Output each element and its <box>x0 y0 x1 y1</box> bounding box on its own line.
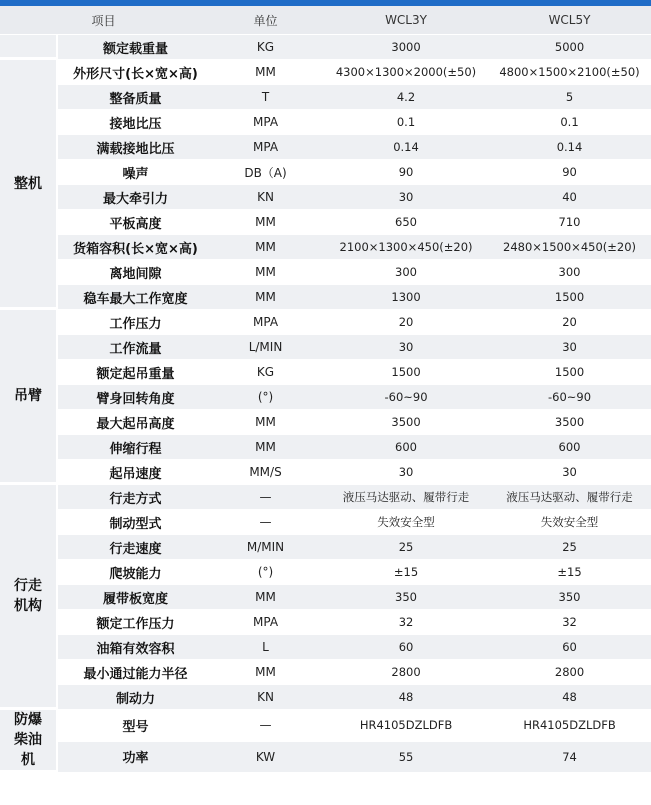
unit-cell: MPA <box>207 610 324 635</box>
wcl3y-value: 20 <box>324 310 488 335</box>
header-wcl5y: WCL5Y <box>488 6 651 35</box>
item-cell: 制动型式 <box>58 510 207 535</box>
table-row <box>0 135 651 160</box>
wcl5y-value: 74 <box>488 742 651 774</box>
wcl3y-value: 3000 <box>324 35 488 60</box>
header-unit: 单位 <box>207 6 324 35</box>
unit-cell: MPA <box>207 135 324 160</box>
table-row <box>0 85 651 110</box>
unit-cell: MM <box>207 235 324 260</box>
wcl3y-value: 0.14 <box>324 135 488 160</box>
group-label-text: 吊臂 <box>14 388 42 404</box>
wcl3y-value: -60~90 <box>324 385 488 410</box>
wcl3y-value: 30 <box>324 185 488 210</box>
table-row <box>0 335 651 360</box>
table-row <box>0 385 651 410</box>
group-label-text: 行走机构 <box>14 578 42 614</box>
item-cell: 臂身回转角度 <box>58 385 207 410</box>
wcl5y-value: 710 <box>488 210 651 235</box>
unit-cell: KG <box>207 360 324 385</box>
wcl3y-value: 1500 <box>324 360 488 385</box>
wcl5y-value: ±15 <box>488 560 651 585</box>
wcl5y-value: 1500 <box>488 285 651 310</box>
table-row <box>0 110 651 135</box>
item-cell: 伸缩行程 <box>58 435 207 460</box>
group-label-text: 整机 <box>14 175 42 192</box>
table-row <box>0 610 651 635</box>
table-row <box>0 160 651 185</box>
table-row <box>0 410 651 435</box>
wcl3y-value: 600 <box>324 435 488 460</box>
table-row <box>0 60 651 85</box>
wcl3y-value: 4.2 <box>324 85 488 110</box>
unit-cell: — <box>207 485 324 510</box>
wcl5y-value: 20 <box>488 310 651 335</box>
unit-cell: MPA <box>207 110 324 135</box>
table-row <box>0 210 651 235</box>
item-cell: 爬坡能力 <box>58 560 207 585</box>
wcl3y-value: 30 <box>324 460 488 485</box>
wcl3y-value: 失效安全型 <box>324 510 488 535</box>
wcl5y-value: 30 <box>488 335 651 360</box>
item-cell: 工作压力 <box>58 310 207 335</box>
wcl3y-value: ±15 <box>324 560 488 585</box>
item-cell: 履带板宽度 <box>58 585 207 610</box>
wcl3y-value: 60 <box>324 635 488 660</box>
wcl3y-value: 300 <box>324 260 488 285</box>
item-cell: 离地间隙 <box>58 260 207 285</box>
wcl5y-value: 40 <box>488 185 651 210</box>
unit-cell: MM <box>207 435 324 460</box>
wcl3y-value: 2100×1300×450(±20) <box>324 235 488 260</box>
item-cell: 稳车最大工作宽度 <box>58 285 207 310</box>
wcl5y-value: 600 <box>488 435 651 460</box>
item-cell: 额定载重量 <box>58 35 207 60</box>
wcl5y-value: HR4105DZLDFB <box>488 710 651 742</box>
wcl3y-value: 液压马达驱动、履带行走 <box>324 485 488 510</box>
wcl5y-value: 25 <box>488 535 651 560</box>
wcl5y-value: 3500 <box>488 410 651 435</box>
wcl3y-value: 650 <box>324 210 488 235</box>
table-row <box>0 360 651 385</box>
wcl3y-value: 4300×1300×2000(±50) <box>324 60 488 85</box>
wcl5y-value: 5 <box>488 85 651 110</box>
wcl5y-value: 60 <box>488 635 651 660</box>
unit-cell: MM <box>207 660 324 685</box>
wcl5y-value: 液压马达驱动、履带行走 <box>488 485 651 510</box>
unit-cell: KW <box>207 742 324 774</box>
item-cell: 满载接地比压 <box>58 135 207 160</box>
item-cell: 噪声 <box>58 160 207 185</box>
wcl5y-value: 失效安全型 <box>488 510 651 535</box>
item-cell: 行走方式 <box>58 485 207 510</box>
wcl5y-value: 2480×1500×450(±20) <box>488 235 651 260</box>
wcl3y-value: HR4105DZLDFB <box>324 710 488 742</box>
table-row <box>0 460 651 485</box>
wcl5y-value: 0.1 <box>488 110 651 135</box>
wcl5y-value: -60~90 <box>488 385 651 410</box>
item-cell: 工作流量 <box>58 335 207 360</box>
group-label <box>0 485 58 710</box>
item-cell: 外形尺寸(长×宽×高) <box>58 60 207 85</box>
wcl5y-value: 30 <box>488 460 651 485</box>
unit-cell: — <box>207 710 324 742</box>
item-cell: 货箱容积(长×宽×高) <box>58 235 207 260</box>
unit-cell: KN <box>207 685 324 710</box>
table-row <box>0 685 651 710</box>
table-row <box>0 260 651 285</box>
header-wcl3y: WCL3Y <box>324 6 488 35</box>
wcl3y-value: 0.1 <box>324 110 488 135</box>
item-cell: 最大牵引力 <box>58 185 207 210</box>
unit-cell: (°) <box>207 385 324 410</box>
group-label <box>0 60 58 310</box>
wcl5y-value: 0.14 <box>488 135 651 160</box>
item-cell: 功率 <box>58 742 207 774</box>
unit-cell: DB（A) <box>207 160 324 185</box>
unit-cell: MPA <box>207 310 324 335</box>
unit-cell: L <box>207 635 324 660</box>
unit-cell: T <box>207 85 324 110</box>
wcl5y-value: 4800×1500×2100(±50) <box>488 60 651 85</box>
unit-cell: MM <box>207 585 324 610</box>
group-label <box>0 35 58 60</box>
table-row <box>0 35 651 60</box>
table-row <box>0 635 651 660</box>
table-row <box>0 235 651 260</box>
table-row <box>0 435 651 460</box>
item-cell: 起吊速度 <box>58 460 207 485</box>
item-cell: 平板高度 <box>58 210 207 235</box>
wcl5y-value: 32 <box>488 610 651 635</box>
item-cell: 额定起吊重量 <box>58 360 207 385</box>
table-row <box>0 660 651 685</box>
item-cell: 最大起吊高度 <box>58 410 207 435</box>
item-cell: 油箱有效容积 <box>58 635 207 660</box>
wcl3y-value: 350 <box>324 585 488 610</box>
group-label-text: 防爆柴油机 <box>14 712 42 768</box>
wcl3y-value: 48 <box>324 685 488 710</box>
wcl5y-value: 300 <box>488 260 651 285</box>
table-row <box>0 585 651 610</box>
wcl3y-value: 1300 <box>324 285 488 310</box>
wcl3y-value: 3500 <box>324 410 488 435</box>
unit-cell: KG <box>207 35 324 60</box>
unit-cell: (°) <box>207 560 324 585</box>
group-label <box>0 310 58 485</box>
spec-table-body <box>0 35 651 773</box>
unit-cell: MM <box>207 210 324 235</box>
wcl3y-value: 2800 <box>324 660 488 685</box>
table-row <box>0 560 651 585</box>
wcl5y-value: 90 <box>488 160 651 185</box>
wcl5y-value: 1500 <box>488 360 651 385</box>
unit-cell: L/MIN <box>207 335 324 360</box>
item-cell: 接地比压 <box>58 110 207 135</box>
table-row <box>0 310 651 335</box>
group-label <box>0 710 58 773</box>
item-cell: 型号 <box>58 710 207 742</box>
table-row <box>0 510 651 535</box>
unit-cell: M/MIN <box>207 535 324 560</box>
header-item: 项目 <box>0 6 207 35</box>
table-row <box>0 185 651 210</box>
unit-cell: KN <box>207 185 324 210</box>
table-row <box>0 535 651 560</box>
wcl3y-value: 90 <box>324 160 488 185</box>
item-cell: 额定工作压力 <box>58 610 207 635</box>
header-row <box>0 6 651 35</box>
table-row <box>0 742 651 774</box>
unit-cell: MM <box>207 260 324 285</box>
wcl5y-value: 350 <box>488 585 651 610</box>
wcl3y-value: 30 <box>324 335 488 360</box>
item-cell: 制动力 <box>58 685 207 710</box>
unit-cell: — <box>207 510 324 535</box>
unit-cell: MM <box>207 60 324 85</box>
wcl5y-value: 48 <box>488 685 651 710</box>
table-row <box>0 485 651 510</box>
item-cell: 行走速度 <box>58 535 207 560</box>
item-cell: 整备质量 <box>58 85 207 110</box>
table-row <box>0 285 651 310</box>
unit-cell: MM/S <box>207 460 324 485</box>
table-row <box>0 710 651 742</box>
spec-table <box>0 6 651 773</box>
wcl3y-value: 55 <box>324 742 488 774</box>
item-cell: 最小通过能力半径 <box>58 660 207 685</box>
wcl5y-value: 2800 <box>488 660 651 685</box>
wcl3y-value: 32 <box>324 610 488 635</box>
wcl5y-value: 5000 <box>488 35 651 60</box>
unit-cell: MM <box>207 285 324 310</box>
unit-cell: MM <box>207 410 324 435</box>
wcl3y-value: 25 <box>324 535 488 560</box>
